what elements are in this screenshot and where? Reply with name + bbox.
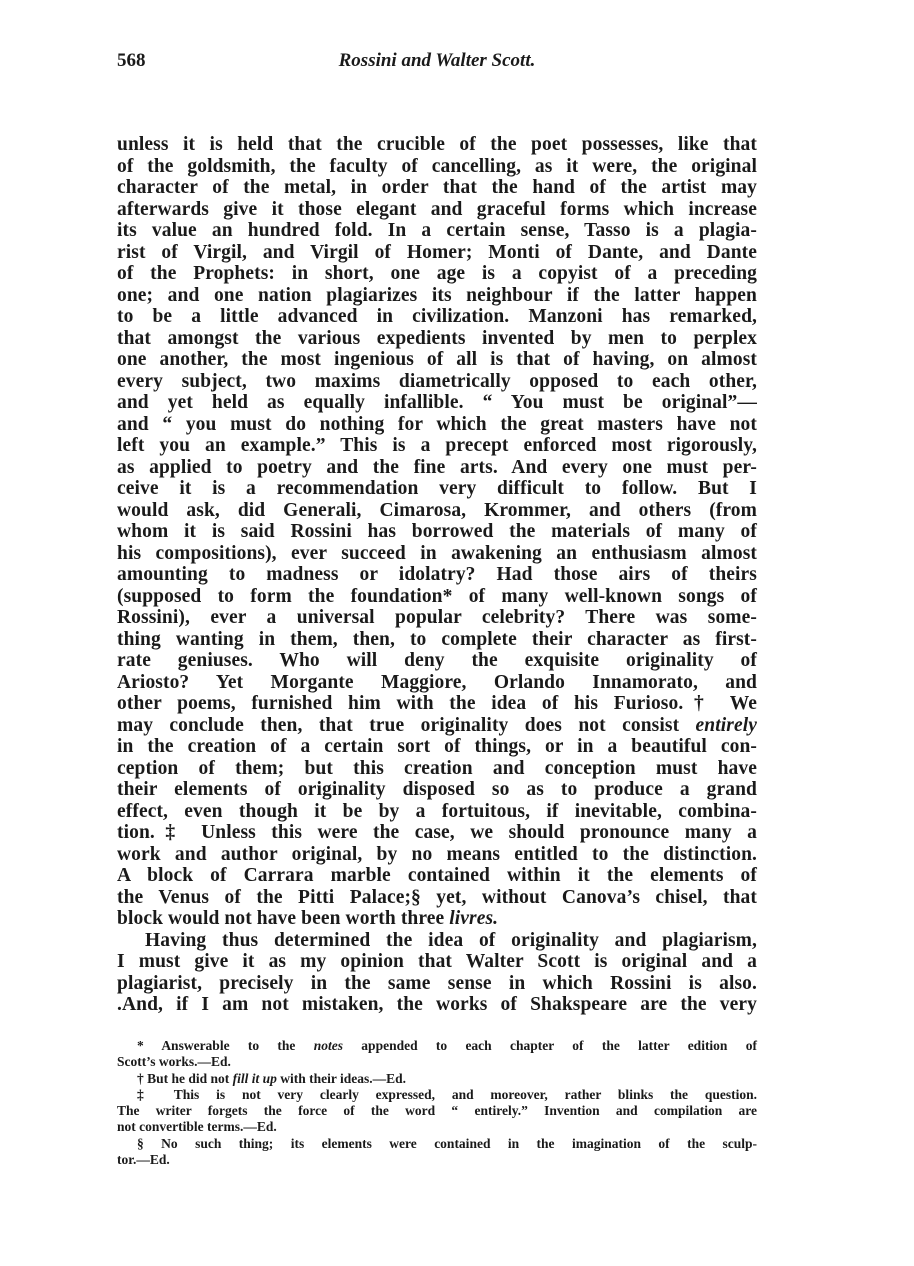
footnote-line	[117, 1103, 757, 1119]
text-segment: appended to each chapter of the latter edition of	[343, 1038, 757, 1053]
text-segment: that amongst the various expedients invented by men to perplex	[117, 327, 757, 349]
text-segment: every subject, two maxims diametrically opposed to each other,	[117, 370, 757, 392]
text-segment: in the creation of a certain sort of things, or in a beautiful con-	[117, 736, 757, 757]
text-segment: ceive it is a recommendation very difficult to follow. But I	[117, 478, 757, 499]
text-segment: of the Prophets: in short, one age is a copyist of a preceding	[117, 263, 757, 284]
text-segment: as applied to poetry and the fine arts. And every one must per-	[117, 456, 757, 478]
text-line	[117, 328, 757, 350]
text-segment: tion.‡ Unless this were the case, we should pronounce many a	[117, 822, 757, 843]
text-line	[117, 543, 757, 565]
text-line	[117, 779, 757, 801]
text-segment: Having thus determined the idea of originality and plagiarism,	[145, 929, 757, 951]
text-segment: .And, if I am not mistaken, the works of Shakspeare are the very	[117, 994, 757, 1015]
text-segment: of the goldsmith, the faculty of cancelling, as it were, the original	[117, 155, 757, 177]
text-segment: to be a little advanced in civilization. Manzoni has remarked,	[117, 306, 757, 327]
text-segment: effect, even though it be by a fortuitous, if inevitable, combina-	[117, 800, 757, 822]
text-line	[117, 865, 757, 887]
text-segment: plagiarist, precisely in the same sense in which Rossini is also.	[117, 972, 757, 994]
text-segment: character of the metal, in order that the hand of the artist may	[117, 177, 757, 198]
italic-text: notes	[313, 1038, 343, 1053]
italic-text: entirely	[695, 714, 757, 736]
page-number: 568	[117, 50, 146, 71]
text-line	[117, 951, 757, 973]
text-line	[117, 822, 757, 844]
text-segment: * Answerable to the	[137, 1038, 314, 1053]
text-segment: § No such thing; its elements were contained in the imagination of the sculp-	[137, 1135, 757, 1151]
text-line	[117, 134, 757, 156]
text-segment: its value an hundred fold. In a certain sense, Tasso is a plagia-	[117, 220, 757, 241]
text-segment: The writer forgets the force of the word “ entirely.” Invention and compilation are	[117, 1103, 757, 1119]
footnote-line	[117, 1087, 757, 1103]
text-segment: block would not have been worth three	[117, 908, 450, 929]
footnote-line	[117, 1038, 757, 1054]
text-segment: other poems, furnished him with the idea of his Furioso.† We	[117, 693, 757, 714]
text-segment: rist of Virgil, and Virgil of Homer; Monti of Dante, and Dante	[117, 241, 757, 263]
running-title: Rossini and Walter Scott.	[338, 50, 536, 71]
text-line	[117, 349, 757, 371]
text-line	[117, 263, 757, 285]
italic-text: livres.	[449, 908, 499, 929]
text-segment: one; and one nation plagiarizes its neighbour if the latter happen	[117, 284, 757, 306]
text-segment: † But he did not	[137, 1070, 233, 1086]
text-line	[117, 801, 757, 823]
text-line	[117, 371, 757, 393]
text-segment: left you an example.” This is a precept enforced most rigorously,	[117, 435, 757, 456]
text-line	[117, 693, 757, 715]
text-line	[117, 586, 757, 608]
text-segment: whom it is said Rossini has borrowed the materials of many of	[117, 521, 757, 542]
text-line	[117, 177, 757, 199]
text-line	[117, 306, 757, 328]
text-line	[117, 435, 757, 457]
text-segment: amounting to madness or idolatry? Had those airs of theirs	[117, 564, 757, 585]
text-segment: not convertible terms.—Ed.	[117, 1119, 277, 1135]
text-segment: with their ideas.—Ed.	[276, 1070, 407, 1086]
text-line	[117, 478, 757, 500]
text-segment: ception of them; but this creation and conception must have	[117, 757, 757, 779]
text-line	[117, 392, 757, 414]
text-line	[117, 521, 757, 543]
text-segment: one another, the most ingenious of all is that of having, on almost	[117, 349, 757, 370]
text-segment: (supposed to form the foundation* of many well-known songs of	[117, 585, 757, 607]
footnote-line	[117, 1054, 757, 1070]
footnote-line	[117, 1136, 757, 1152]
running-header	[117, 50, 757, 74]
text-line	[117, 500, 757, 522]
text-line	[117, 220, 757, 242]
text-line	[117, 758, 757, 780]
text-segment: Ariosto? Yet Morgante Maggiore, Orlando Innamorato, and	[117, 671, 757, 693]
text-segment: afterwards give it those elegant and graceful forms which increase	[117, 198, 757, 220]
text-segment: rate geniuses. Who will deny the exquisite originality of	[117, 650, 757, 671]
text-segment: work and author original, by no means entitled to the distinction.	[117, 843, 757, 865]
text-line	[117, 242, 757, 264]
text-segment: their elements of originality disposed so as to produce a grand	[117, 779, 757, 800]
text-segment: may conclude then, that true originality does not consist	[117, 714, 696, 736]
italic-text: fill it up	[232, 1070, 277, 1086]
text-line	[117, 414, 757, 436]
text-segment: I must give it as my opinion that Walter Scott is original and a	[117, 951, 757, 972]
text-segment: tor.—Ed.	[117, 1152, 170, 1168]
text-line	[117, 930, 757, 952]
text-line	[117, 564, 757, 586]
text-segment: unless it is held that the crucible of the poet possesses, like that	[117, 134, 757, 155]
text-segment: the Venus of the Pitti Palace;§ yet, without Canova’s chisel, that	[117, 886, 757, 908]
text-line	[117, 736, 757, 758]
text-line	[117, 156, 757, 178]
text-line	[117, 973, 757, 995]
text-line	[117, 908, 757, 930]
footnote-line	[117, 1071, 757, 1087]
body-text	[117, 134, 757, 1016]
text-line	[117, 672, 757, 694]
text-line	[117, 715, 757, 737]
text-line	[117, 844, 757, 866]
text-line	[117, 607, 757, 629]
text-segment: ‡ This is not very clearly expressed, and moreover, rather blinks the question.	[137, 1086, 757, 1102]
text-segment: A block of Carrara marble contained within it the elements of	[117, 865, 757, 886]
text-line	[117, 887, 757, 909]
text-line	[117, 457, 757, 479]
text-segment: would ask, did Generali, Cimarosa, Krommer, and others (from	[117, 499, 757, 521]
text-segment: Rossini), ever a universal popular celebrity? There was some-	[117, 607, 757, 628]
text-line	[117, 994, 757, 1016]
text-line	[117, 285, 757, 307]
text-segment: Scott’s works.—Ed.	[117, 1054, 231, 1070]
footnote-line	[117, 1119, 757, 1135]
text-line	[117, 650, 757, 672]
footnote-line	[117, 1152, 757, 1168]
text-line	[117, 629, 757, 651]
text-line	[117, 199, 757, 221]
text-segment: and yet held as equally infallible. “ You must be original”—	[117, 392, 757, 413]
text-segment: his compositions), ever succeed in awakening an enthusiasm almost	[117, 542, 757, 564]
text-segment: and “ you must do nothing for which the great masters have not	[117, 413, 757, 435]
footnotes	[117, 1038, 757, 1168]
text-segment: thing wanting in them, then, to complete their character as first-	[117, 628, 757, 650]
